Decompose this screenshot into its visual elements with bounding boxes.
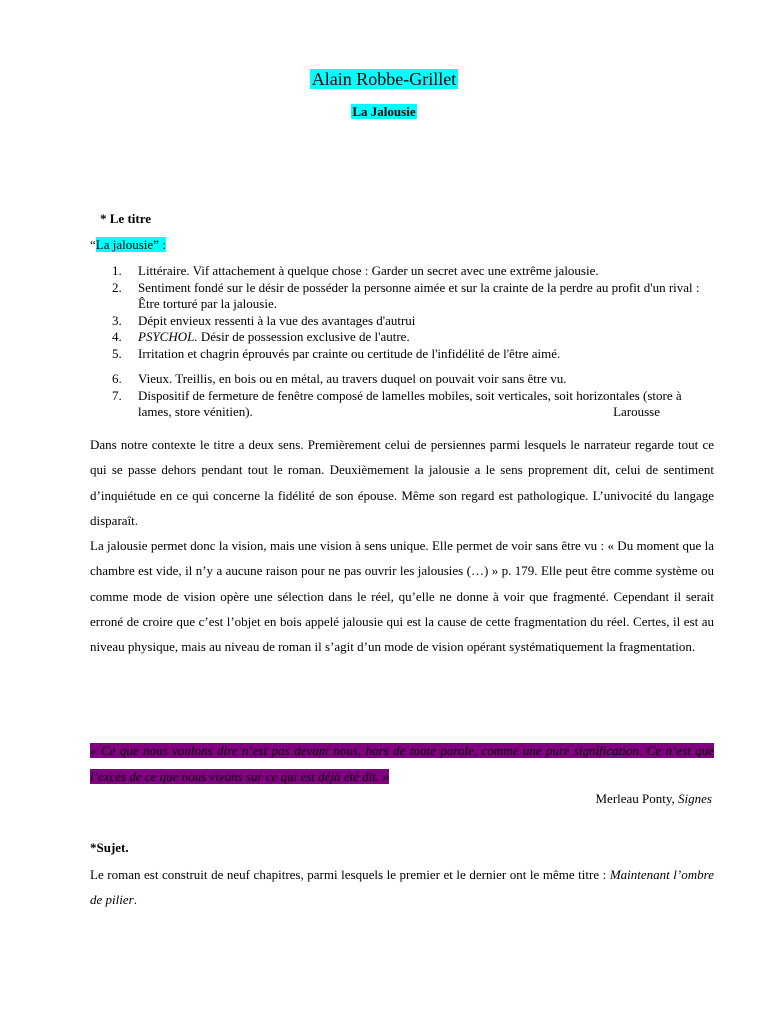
definition-label: PSYCHOL. — [138, 329, 198, 344]
sujet-paragraph — [90, 862, 714, 913]
definition-item — [112, 346, 712, 363]
epigraph-quote — [90, 738, 714, 789]
definition-text: Désir de possession exclusive de l'autre. — [197, 329, 410, 344]
term-quote-open: “ — [90, 237, 96, 252]
definition-item — [112, 280, 712, 313]
definition-text: Littéraire. Vif attachement à quelque chose : Garder un secret avec une extrême jalousie. — [138, 263, 599, 278]
definition-text: Dispositif de fermeture de fenêtre composé de lamelles mobiles, soit verticales, soit horizontales (store à lames, store vénitien). — [138, 387, 682, 419]
term-highlight: La jalousie” : — [95, 237, 166, 252]
document-subtitle-text: La Jalousie — [352, 104, 416, 119]
definition-text: Vieux. Treillis, en bois ou en métal, au travers duquel on pouvait voir sans être vu. — [138, 371, 567, 386]
body-paragraph — [90, 432, 714, 660]
definition-item — [112, 329, 712, 346]
sujet-end: . — [133, 892, 137, 908]
definition-number: 1. — [112, 263, 122, 278]
definition-number: 2. — [112, 279, 122, 295]
definition-item — [112, 388, 712, 421]
paragraph-text: La jalousie permet donc la vision, mais une vision à sens unique. Elle permet de voir sans être vu : « Du moment que la chambre est vide, il n’y a aucune raison pour ne pas ouvrir les jalousies (…) » p. 179. Elle peut être comme système ou comme mode de vision opère une sélection dans le réel, qu’elle ne donne à voir que fragmenté. Cependant il serait erroné de croire que c’est l’objet en bois appelé jalousie qui est la cause de cette fragmentation du réel. Certes, il est au niveau physique, mais au niveau de roman il s’agit d’un mode de vision opérant systématiquement la fragmentation. — [90, 538, 714, 655]
definition-item — [112, 313, 712, 330]
definition-number: 6. — [112, 371, 122, 386]
definition-item — [112, 371, 712, 388]
definition-number: 7. — [112, 387, 122, 403]
quote-attribution — [595, 791, 712, 807]
section-heading-titre: * Le titre — [100, 211, 152, 226]
definition-item — [112, 263, 712, 280]
definition-number: 3. — [112, 312, 122, 328]
definition-list — [112, 263, 712, 421]
section-heading-sujet: *Sujet. — [90, 840, 129, 855]
sujet-text: Le roman est construit de neuf chapitres, parmi lesquels le premier et le dernier ont le même titre : — [90, 867, 610, 882]
quote-work: Signes — [678, 791, 712, 806]
quote-text: « Ce que nous voulons dire n’est pas devant nous, hors de toute parole, comme une pure signification. Ce n’est que l’excès de ce que nous vivons sur ce qui est déjà été dit. » — [90, 743, 714, 784]
term-line — [90, 237, 166, 253]
quote-author: Merleau Ponty, — [595, 791, 679, 806]
definition-number: 5. — [112, 345, 122, 361]
definition-text: Irritation et chagrin éprouvés par crainte ou certitude de l'infidélité de l'être aimé. — [138, 345, 561, 361]
document-title — [0, 68, 768, 90]
paragraph-text: Dans notre contexte le titre a deux sens. Premièrement celui de persiennes parmi lesquels le narrateur regarde tout ce qui se passe dehors pendant tout le roman. Deuxièmement la jalousie a le sens proprement dit, celui de sentiment d’inquiétude en ce qui concerne la fidélité de son épouse. Même son regard est pathologique. L’univocité du langage disparaît. — [90, 437, 714, 528]
definition-source: Larousse — [613, 404, 660, 419]
definition-text: Dépit envieux ressenti à la vue des avantages d'autrui — [138, 312, 416, 328]
document-title-text: Alain Robbe-Grillet — [311, 69, 457, 89]
document-subtitle — [0, 104, 768, 120]
chapter-title: Maintenant l’ombre de pilier — [90, 867, 714, 908]
definition-number: 4. — [112, 329, 122, 344]
definition-text: Sentiment fondé sur le désir de posséder la personne aimée et sur la crainte de la perdre au profit d'un rival : Être torturé par la jalousie. — [138, 279, 700, 311]
